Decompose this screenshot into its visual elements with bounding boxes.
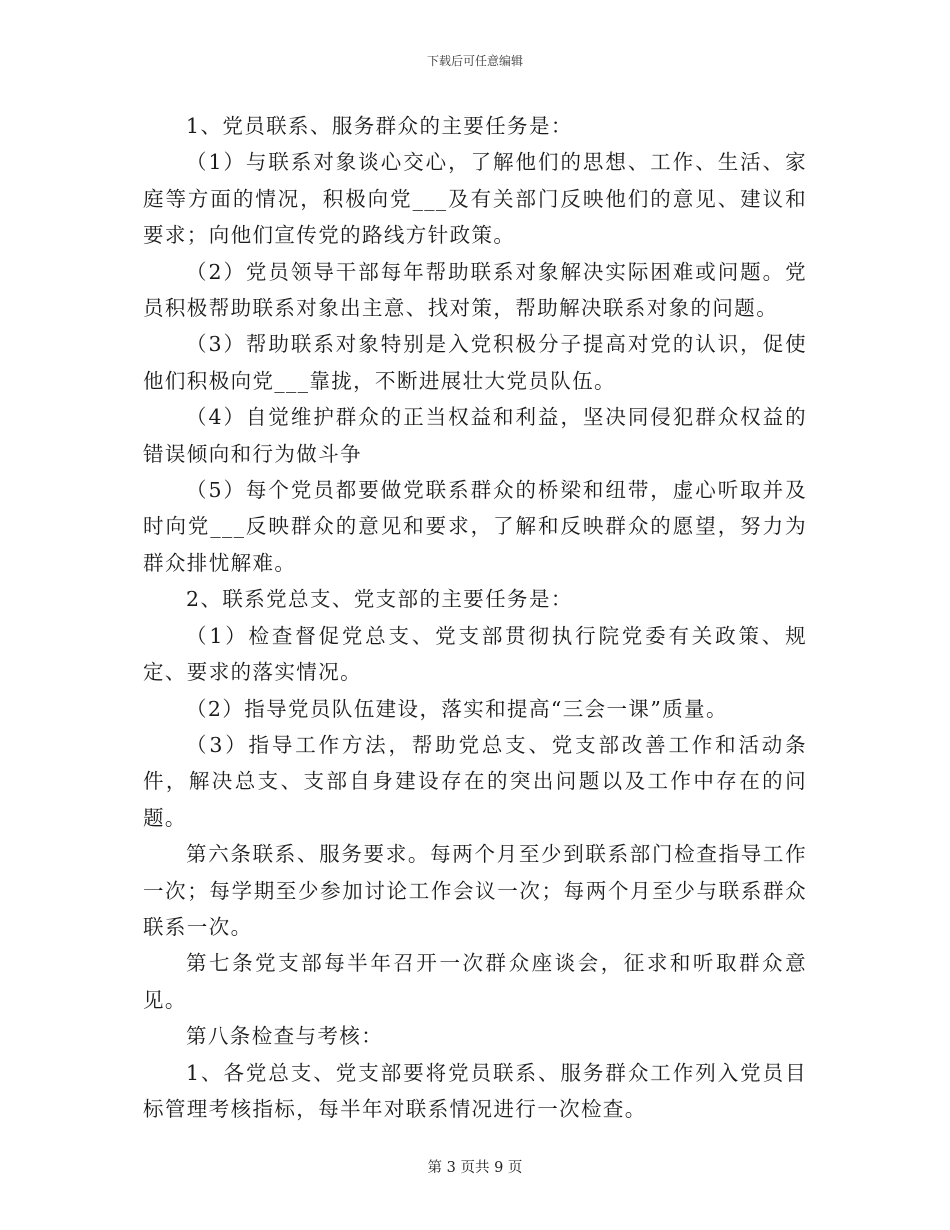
page-number: 第 3 页共 9 页 xyxy=(427,1160,523,1176)
paragraph-section-2-title: 2、联系党总支、党支部的主要任务是： xyxy=(186,587,573,612)
paragraph-article-8-title: 第八条检查与考核： xyxy=(186,1024,384,1049)
document-body xyxy=(143,108,807,1127)
paragraph-section-1-title: 1、党员联系、服务群众的主要任务是： xyxy=(186,114,573,138)
page-header: 下载后可任意编辑 xyxy=(426,54,523,68)
paragraph-item-1-3: （3）帮助联系对象特别是入党积极分子提高对党的认识，促使他们积极向党___靠拢，不断进展壮大党员队伍。 xyxy=(143,332,807,393)
paragraph-item-1-5: （5）每个党员都要做党联系群众的桥梁和纽带，虚心听取并及时向党___反映群众的意见和要求，了解和反映群众的愿望，努力为群众排忧解难。 xyxy=(143,478,807,575)
paragraph-item-1-1: （1）与联系对象谈心交心，了解他们的思想、工作、生活、家庭等方面的情况，积极向党___及有关部门反映他们的意见、建议和要求；向他们宣传党的路线方针政策。 xyxy=(143,150,807,248)
paragraph-item-2-3: （3）指导工作方法，帮助党总支、党支部改善工作和活动条件，解决总支、支部自身建设存在的突出问题以及工作中存在的问题。 xyxy=(143,732,807,830)
paragraph-article-8-item-1: 1、各党总支、党支部要将党员联系、服务群众工作列入党员目标管理考核指标，每半年对联系情况进行一次检查。 xyxy=(143,1060,807,1121)
paragraph-article-7: 第七条党支部每半年召开一次群众座谈会，征求和听取群众意见。 xyxy=(143,951,807,1012)
paragraph-item-1-4: （4）自觉维护群众的正当权益和利益，坚决同侵犯群众权益的错误倾向和行为做斗争 xyxy=(143,405,807,466)
paragraph-item-2-1: （1）检查督促党总支、党支部贯彻执行院党委有关政策、规定、要求的落实情况。 xyxy=(143,623,807,685)
paragraph-item-2-2: （2）指导党员队伍建设，落实和提高“三会一课”质量。 xyxy=(186,696,728,721)
paragraph-item-1-2: （2）党员领导干部每年帮助联系对象解决实际困难或问题。党员积极帮助联系对象出主意、找对策，帮助解决联系对象的问题。 xyxy=(143,259,807,321)
paragraph-article-6: 第六条联系、服务要求。每两个月至少到联系部门检查指导工作一次；每学期至少参加讨论工作会议一次；每两个月至少与联系群众联系一次。 xyxy=(143,842,807,939)
